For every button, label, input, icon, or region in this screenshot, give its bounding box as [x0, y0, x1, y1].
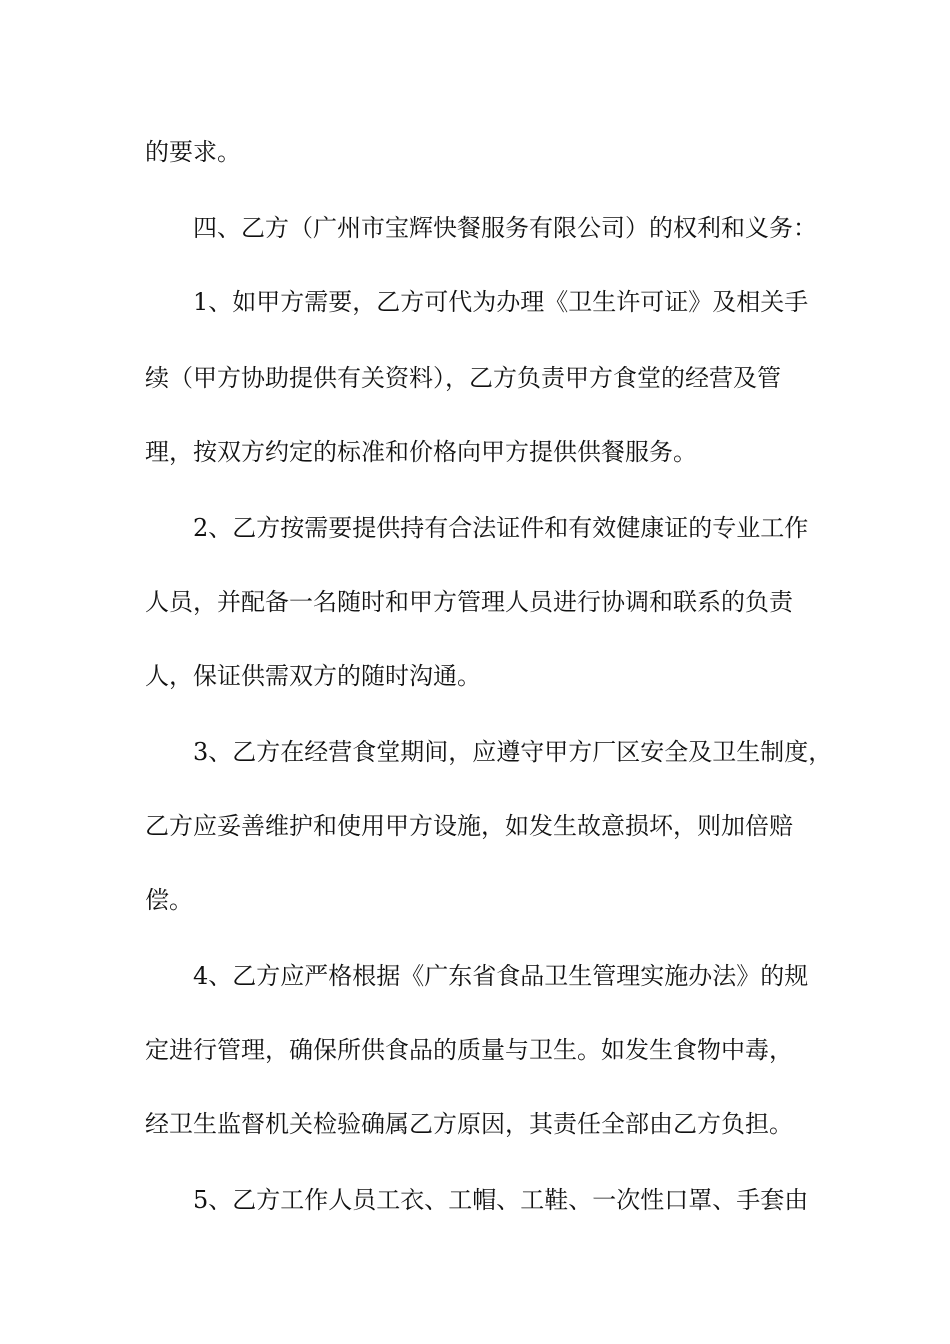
- paragraph-4-line-2: 定进行管理，确保所供食品的质量与卫生。如发生食物中毒，: [145, 1036, 793, 1064]
- text-line: 的要求。: [145, 138, 241, 166]
- paragraph-5-line-1: 5、乙方工作人员工衣、工帽、工鞋、一次性口罩、手套由: [193, 1186, 809, 1214]
- paragraph-4-line-1: 4、乙方应严格根据《广东省食品卫生管理实施办法》的规: [193, 962, 809, 990]
- paragraph-2-line-3: 人，保证供需双方的随时沟通。: [145, 662, 481, 690]
- paragraph-1-line-1: 1、如甲方需要，乙方可代为办理《卫生许可证》及相关手: [193, 288, 809, 316]
- section-heading: 四、乙方（广州市宝辉快餐服务有限公司）的权利和义务：: [193, 214, 817, 242]
- paragraph-2-line-2: 人员，并配备一名随时和甲方管理人员进行协调和联系的负责: [145, 588, 793, 616]
- paragraph-2-line-1: 2、乙方按需要提供持有合法证件和有效健康证的专业工作: [193, 514, 809, 542]
- paragraph-3-line-3: 偿。: [145, 886, 193, 914]
- paragraph-1-line-3: 理，按双方约定的标准和价格向甲方提供供餐服务。: [145, 438, 697, 466]
- paragraph-3-line-2: 乙方应妥善维护和使用甲方设施，如发生故意损坏，则加倍赔: [145, 812, 793, 840]
- paragraph-3-line-1: 3、乙方在经营食堂期间，应遵守甲方厂区安全及卫生制度，: [193, 738, 833, 766]
- paragraph-1-line-2: 续（甲方协助提供有关资料），乙方负责甲方食堂的经营及管: [145, 364, 781, 392]
- paragraph-4-line-3: 经卫生监督机关检验确属乙方原因，其责任全部由乙方负担。: [145, 1110, 793, 1138]
